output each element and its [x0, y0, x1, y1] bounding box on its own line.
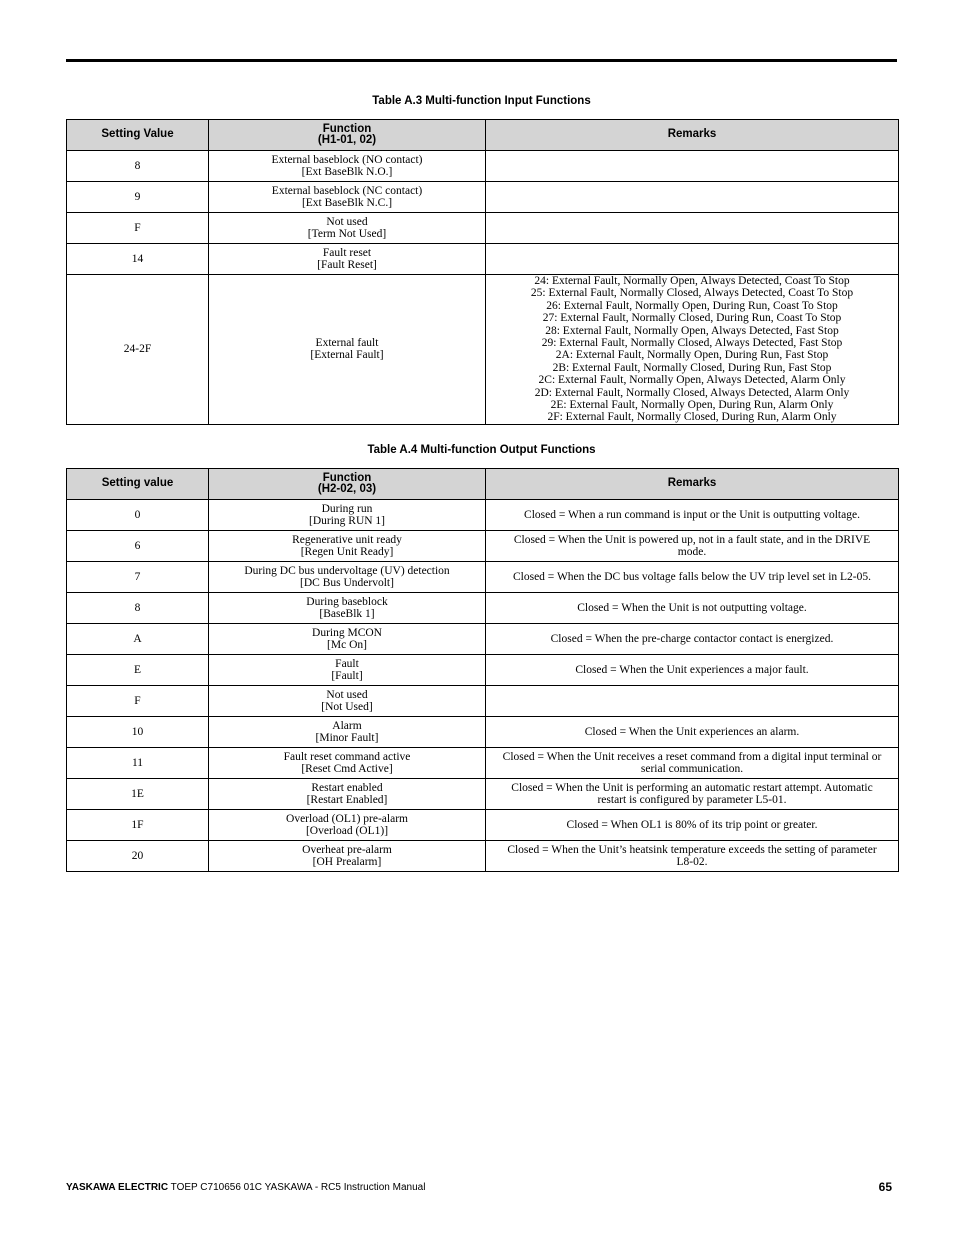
table-a4-body: [67, 500, 899, 872]
function-line: Regenerative unit ready: [292, 533, 402, 546]
table-row: [67, 531, 899, 562]
table-row: [67, 841, 899, 872]
table-row: [67, 500, 899, 531]
cell-function: [209, 275, 486, 425]
remark-line: 29: External Fault, Normally Closed, Always Detected, Fast Stop: [541, 337, 843, 350]
cell-remarks: [486, 531, 899, 562]
function-line: Alarm: [332, 719, 362, 732]
remark-line: Closed = When the Unit is performing an automatic restart attempt. Automatic: [511, 781, 873, 794]
table-header-row: [67, 469, 899, 500]
function-line: [Minor Fault]: [315, 732, 379, 744]
table-row: [67, 213, 899, 244]
cell-remarks: [486, 779, 899, 810]
cell-function: [209, 686, 486, 717]
cell-setting: 8: [67, 151, 209, 182]
cell-remarks: [486, 182, 899, 213]
cell-setting: 0: [67, 500, 209, 531]
function-line: During baseblock: [306, 595, 388, 608]
cell-setting: 20: [67, 841, 209, 872]
header-function-label: Function: [322, 471, 372, 484]
remark-line: 2C: External Fault, Normally Open, Always Detected, Alarm Only: [538, 374, 846, 387]
remark-line: 26: External Fault, Normally Open, During Run, Coast To Stop: [546, 299, 838, 312]
cell-function: [209, 779, 486, 810]
remark-line: 2B: External Fault, Normally Closed, During Run, Fast Stop: [552, 361, 832, 374]
function-line: Fault: [335, 657, 359, 670]
table-row: [67, 151, 899, 182]
cell-setting: 24-2F: [67, 275, 209, 425]
cell-remarks: [486, 686, 899, 717]
remark-line: serial communication.: [640, 763, 744, 775]
cell-function: [209, 500, 486, 531]
cell-setting: 1F: [67, 810, 209, 841]
cell-setting: E: [67, 655, 209, 686]
table-a3: [66, 119, 899, 425]
remark-line: 2A: External Fault, Normally Open, During Run, Fast Stop: [555, 349, 829, 362]
cell-remarks: [486, 593, 899, 624]
table-row: [67, 655, 899, 686]
remark-line: Closed = When the Unit is not outputting voltage.: [577, 601, 807, 614]
function-line: [DC Bus Undervolt]: [300, 577, 394, 589]
function-line: Not used: [326, 688, 368, 701]
header-remarks: Remarks: [486, 120, 899, 151]
cell-remarks: [486, 655, 899, 686]
cell-function: [209, 810, 486, 841]
function-line: Not used: [326, 215, 368, 228]
remark-line: 2E: External Fault, Normally Open, During Run, Alarm Only: [550, 399, 834, 412]
remark-line: 28: External Fault, Normally Open, Always Detected, Fast Stop: [545, 324, 839, 337]
function-line: External baseblock (NC contact): [271, 184, 423, 197]
remark-line: 2D: External Fault, Normally Closed, Always Detected, Alarm Only: [534, 386, 850, 399]
cell-setting: 14: [67, 244, 209, 275]
remark-line: 27: External Fault, Normally Closed, During Run, Coast To Stop: [542, 312, 842, 325]
function-line: [Restart Enabled]: [306, 794, 388, 806]
table-row: [67, 562, 899, 593]
cell-function: [209, 748, 486, 779]
remark-line: Closed = When the Unit experiences an alarm.: [584, 725, 800, 738]
cell-setting: F: [67, 686, 209, 717]
cell-remarks: [486, 213, 899, 244]
cell-function: [209, 655, 486, 686]
cell-function: [209, 593, 486, 624]
cell-remarks: [486, 748, 899, 779]
header-function-params: (H2-02, 03): [317, 483, 377, 495]
function-line: [Ext BaseBlk N.C.]: [301, 197, 393, 209]
cell-remarks: [486, 717, 899, 748]
function-line: External fault: [315, 337, 379, 350]
remark-line: Closed = When the Unit receives a reset command from a digital input terminal or: [502, 750, 882, 763]
cell-function: [209, 213, 486, 244]
cell-setting: 10: [67, 717, 209, 748]
table-a3-body: [67, 151, 899, 425]
function-line: [Ext BaseBlk N.O.]: [301, 166, 393, 178]
table-row: [67, 275, 899, 425]
header-remarks: Remarks: [486, 469, 899, 500]
function-line: During run: [321, 502, 373, 515]
remark-line: Closed = When the Unit is powered up, not in a fault state, and in the DRIVE: [513, 533, 871, 546]
table-a4: [66, 468, 899, 872]
function-line: [Fault]: [331, 670, 363, 682]
table-header-row: [67, 120, 899, 151]
cell-setting: 9: [67, 182, 209, 213]
cell-function: [209, 562, 486, 593]
table-row: [67, 779, 899, 810]
remark-line: restart is configured by parameter L5-01.: [597, 794, 787, 806]
remark-line: Closed = When OL1 is 80% of its trip point or greater.: [566, 818, 818, 831]
page-number: 65: [878, 1180, 892, 1194]
table-row: [67, 810, 899, 841]
cell-function: [209, 244, 486, 275]
remark-line: L8-02.: [676, 856, 708, 868]
function-line: [Regen Unit Ready]: [300, 546, 394, 558]
table-row: [67, 717, 899, 748]
cell-remarks: [486, 562, 899, 593]
cell-setting: 11: [67, 748, 209, 779]
function-line: [BaseBlk 1]: [319, 608, 375, 620]
cell-remarks: [486, 244, 899, 275]
function-line: [During RUN 1]: [308, 515, 386, 527]
function-line: During MCON: [312, 626, 382, 639]
function-line: [Overload (OL1)]: [305, 825, 389, 837]
cell-remarks: [486, 151, 899, 182]
header-function: [209, 469, 486, 500]
table-row: [67, 182, 899, 213]
function-line: [Term Not Used]: [307, 228, 387, 240]
remark-line: 24: External Fault, Normally Open, Always Detected, Coast To Stop: [534, 275, 850, 287]
cell-remarks: [486, 500, 899, 531]
remark-line: Closed = When the Unit experiences a major fault.: [575, 663, 809, 676]
function-line: [Not Used]: [321, 701, 373, 713]
remark-line: Closed = When the Unit’s heatsink temperature exceeds the setting of parameter: [507, 843, 877, 856]
function-line: [Reset Cmd Active]: [301, 763, 393, 775]
cell-remarks: [486, 275, 899, 425]
remark-line: Closed = When the pre-charge contactor contact is energized.: [550, 632, 834, 645]
cell-remarks: [486, 810, 899, 841]
top-rule: [66, 59, 897, 62]
cell-setting: 8: [67, 593, 209, 624]
cell-setting: A: [67, 624, 209, 655]
remark-line: Closed = When a run command is input or the Unit is outputting voltage.: [524, 508, 860, 521]
remark-line: Closed = When the DC bus voltage falls below the UV trip level set in L2-05.: [512, 570, 872, 583]
table-row: [67, 624, 899, 655]
cell-function: [209, 182, 486, 213]
cell-function: [209, 717, 486, 748]
function-line: [External Fault]: [310, 349, 384, 362]
cell-setting: 7: [67, 562, 209, 593]
cell-remarks: [486, 624, 899, 655]
function-line: [Mc On]: [327, 639, 367, 651]
table-row: [67, 244, 899, 275]
page-footer: [66, 1182, 897, 1193]
table-row: [67, 593, 899, 624]
cell-function: [209, 531, 486, 562]
footer-doc-title: TOEP C710656 01C YASKAWA - RC5 Instruction Manual: [168, 1182, 426, 1193]
header-function: [209, 120, 486, 151]
remark-line: 25: External Fault, Normally Closed, Always Detected, Coast To Stop: [530, 287, 854, 300]
function-line: Overload (OL1) pre-alarm: [286, 812, 408, 825]
function-line: Restart enabled: [311, 781, 383, 794]
table-row: [67, 748, 899, 779]
cell-setting: 6: [67, 531, 209, 562]
function-line: Overheat pre-alarm: [302, 843, 392, 856]
remark-line: mode.: [677, 546, 707, 558]
header-setting: Setting Value: [67, 120, 209, 151]
table-a4-caption: Table A.4 Multi-function Output Functions: [367, 444, 596, 456]
cell-function: [209, 624, 486, 655]
table-row: [67, 686, 899, 717]
cell-setting: 1E: [67, 779, 209, 810]
remark-line: 2F: External Fault, Normally Closed, During Run, Alarm Only: [547, 411, 837, 424]
cell-remarks: [486, 841, 899, 872]
cell-function: [209, 841, 486, 872]
cell-setting: F: [67, 213, 209, 244]
function-line: [Fault Reset]: [317, 259, 377, 271]
table-a3-caption: Table A.3 Multi-function Input Functions: [372, 95, 591, 107]
footer-brand: YASKAWA ELECTRIC: [66, 1182, 169, 1193]
function-line: Fault reset command active: [283, 750, 411, 763]
header-function-label: Function: [322, 122, 372, 135]
header-setting: Setting value: [67, 469, 209, 500]
cell-function: [209, 151, 486, 182]
function-line: External baseblock (NO contact): [271, 153, 423, 166]
function-line: During DC bus undervoltage (UV) detection: [244, 564, 450, 577]
function-line: [OH Prealarm]: [312, 856, 382, 868]
header-function-params: (H1-01, 02): [317, 134, 377, 146]
function-line: Fault reset: [322, 246, 372, 259]
